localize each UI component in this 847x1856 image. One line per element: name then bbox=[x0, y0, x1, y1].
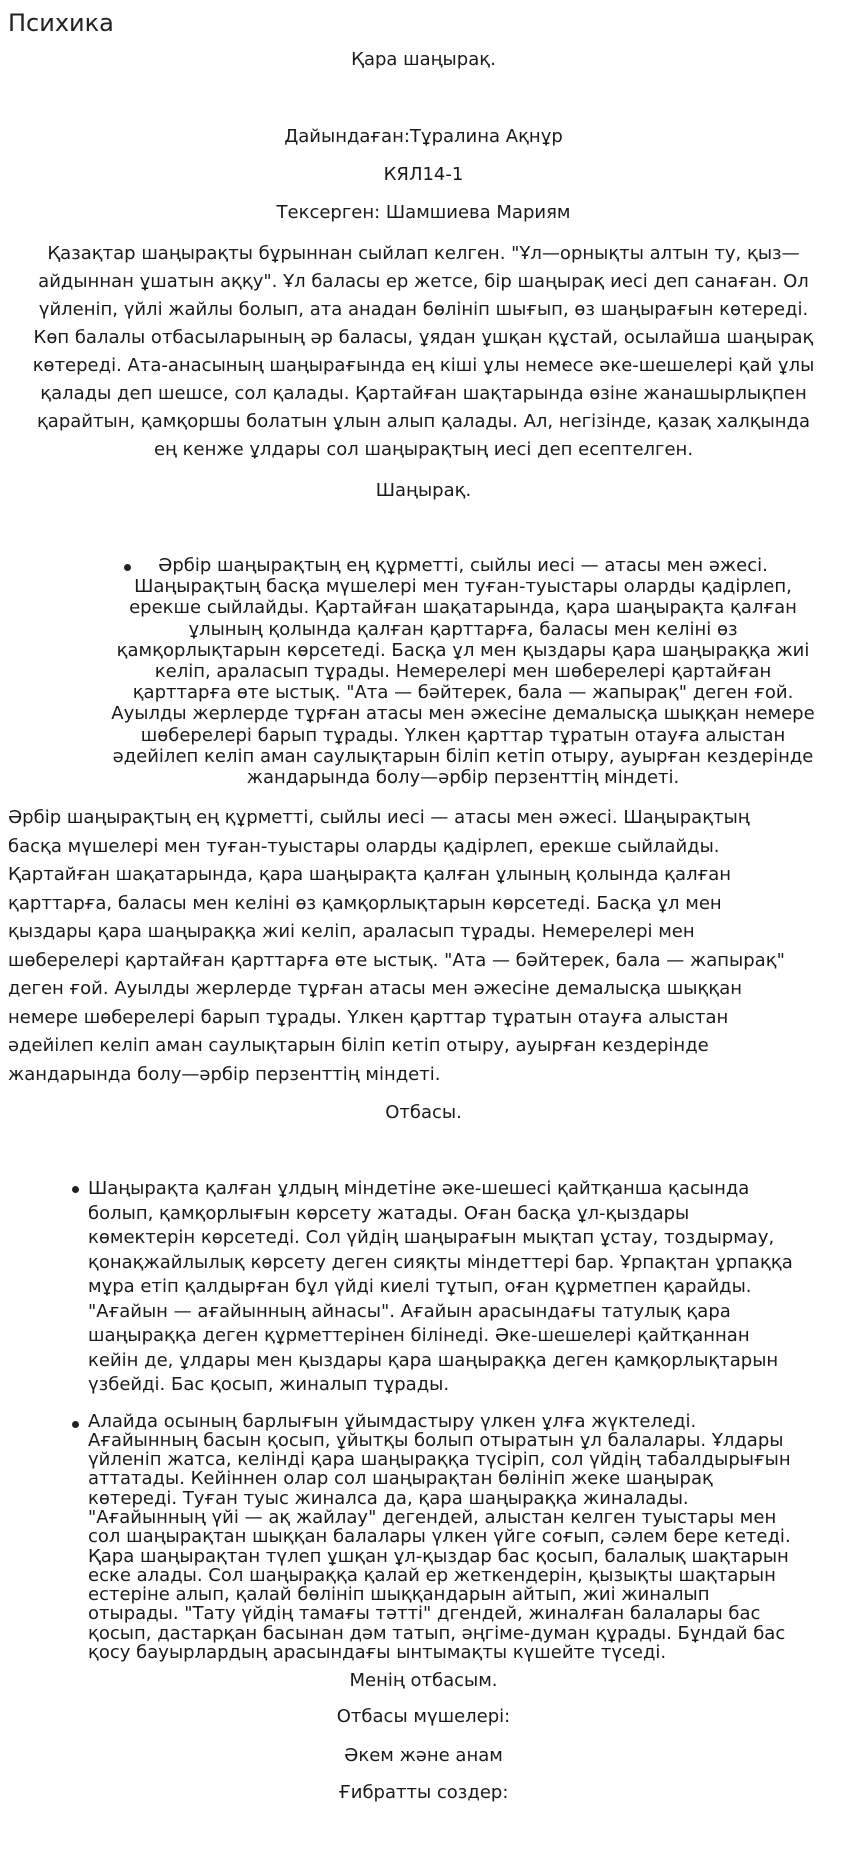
text-line: ұлының қолында қалған қарттарға, баласы мен келіні өз bbox=[188, 618, 738, 640]
text-line: Шаңырақтың басқа мүшелері мен туған-туыстары оларды қадірлеп, bbox=[134, 576, 792, 598]
section-heading-otbasy: Отбасы. bbox=[385, 1102, 462, 1123]
text-line: қарайтын, қамқоршы болатын ұлын алып қалады. Ал, негізінде, қазақ халқында bbox=[36, 411, 811, 432]
text-line: еске алады. Сол шаңыраққа қалай ер жеткендерін, қызықты шақтарын bbox=[88, 1564, 776, 1586]
page-title: Қара шаңырақ. bbox=[351, 49, 496, 70]
reviewer-line: Тексерген: Шамшиева Мариям bbox=[276, 202, 571, 223]
text-line: қарттарға, баласы мен келіні өз қамқорлықтарын көрсетеді. Басқа ұл мен bbox=[8, 892, 722, 914]
list-item bbox=[88, 1177, 838, 1398]
text-line: қосу бауырлардың арасындағы ынтымақты күшейте түседі. bbox=[88, 1642, 667, 1664]
text-line: "Ағайынның үйі — ақ жайлау" дегендей, алыстан келген туыстары мен bbox=[88, 1506, 777, 1528]
bullet-dot-icon bbox=[72, 1186, 79, 1193]
text-line: басқа мүшелері мен туған-туыстары оларды қадірлеп, ерекше сыйлайды. bbox=[8, 835, 720, 857]
text-line: Әрбір шаңырақтың ең құрметті, сыйлы иесі — атасы мен әжесі. bbox=[158, 555, 768, 576]
text-line: Қазақтар шаңырақты бұрыннан сыйлап келген. "Ұл—орнықты алтын ту, қыз— bbox=[47, 243, 800, 264]
text-line: қосып, дастарқан басынан дәм татып, әңгіме-думан құрады. Бұндай бас bbox=[88, 1622, 786, 1644]
text-line: шөберелері барып тұрады. Үлкен қарттар тұратын отауға алыстан bbox=[140, 724, 786, 746]
text-line: Шаңырақта қалған ұлдың міндетіне әке-шешесі қайтқанша қасында bbox=[88, 1178, 750, 1199]
text-line: Әрбір шаңырақтың ең құрметті, сыйлы иесі — атасы мен әжесі. Шаңырақтың bbox=[8, 807, 750, 828]
text-line: отырады. "Тату үйдің тамағы тәтті" дгендей, жиналған балалары бас bbox=[88, 1603, 761, 1625]
bullet-dot-icon bbox=[124, 564, 131, 571]
text-line: қамқорлықтарын көрсетеді. Басқа ұл мен қыздары қара шаңыраққа жиі bbox=[116, 639, 810, 661]
text-line: шөберелері қартайған қарттарға өте ыстық. "Ата — бәйтерек, бала — жапырақ" bbox=[8, 949, 785, 971]
text-line: кейін де, ұлдары мен қыздары қара шаңыраққа деген қамқорлықтарын bbox=[88, 1349, 779, 1371]
text-line: әдейілеп келіп аман саулықтарын біліп кетіп отыру, ауырған кездерінде bbox=[112, 745, 814, 767]
bullet-dot-icon bbox=[72, 1421, 79, 1428]
my-family-heading: Менің отбасым. bbox=[349, 1670, 498, 1691]
text-line: үйленіп жатса, келінді қара шаңыраққа түсіріп, сол үйдің табалдырығын bbox=[88, 1449, 791, 1471]
text-line: Қара шаңырақтан түлеп ұшқан ұл-қыздар бас қосып, балалық шақтарын bbox=[88, 1545, 789, 1567]
list-item bbox=[88, 1412, 838, 1663]
text-line: жандарында болу—әрбір перзенттің міндеті. bbox=[8, 1063, 441, 1085]
group-line: КЯЛ14-1 bbox=[383, 164, 464, 185]
parents-line: Әкем және анам bbox=[344, 1745, 503, 1766]
text-line: Ағайынның басын қосып, ұйытқы болып отыратын ұл балалары. Ұлдары bbox=[88, 1429, 784, 1451]
site-title[interactable]: Психика bbox=[8, 9, 114, 37]
text-line: шаңыраққа деген құрметтерінен білінеді. Әке-шешелері қайтқаннан bbox=[88, 1325, 750, 1346]
text-line: қарттарға өте ыстық. "Ата — бәйтерек, бала — жапырақ" деген ғой. bbox=[132, 682, 794, 704]
quotes-label: Ғибратты создер: bbox=[338, 1782, 509, 1803]
text-line: немере шөберелері барып тұрады. Үлкен қарттар тұратын отауға алыстан bbox=[8, 1006, 729, 1028]
text-line: естеріне алып, қалай бөлініп шыққандарын айтып, жиі жиналып bbox=[88, 1584, 710, 1606]
text-line: қыздары қара шаңыраққа жиі келіп, араласып тұрады. Немерелері мен bbox=[8, 921, 695, 942]
text-line: Көп балалы отбасыларының әр баласы, ұядан ұшқан құстай, осылайша шаңырақ bbox=[33, 327, 814, 348]
text-line: үйленіп, үйлі жайлы болып, ата анадан бөлініп шығып, өз шаңырағын көтереді. bbox=[38, 299, 809, 320]
bullet-list-otbasy bbox=[88, 1177, 838, 1662]
text-line: әдейілеп келіп аман саулықтарын біліп кетіп отыру, ауырған кездерінде bbox=[8, 1035, 709, 1056]
bullet-text bbox=[88, 555, 838, 788]
text-line: ерекше сыйлайды. Қартайған шақатарында, қара шаңырақта қалған bbox=[129, 597, 797, 619]
text-line: үзбейді. Бас қосып, жиналып тұрады. bbox=[88, 1374, 450, 1395]
bullet-text bbox=[88, 1177, 838, 1398]
text-line: Қартайған шақатарында, қара шаңырақта қалған ұлының қолында қалған bbox=[8, 864, 732, 885]
text-line: Алайда осының барлығын ұйымдастыру үлкен ұлға жүктеледі. bbox=[88, 1410, 697, 1432]
text-line: мұра етіп қалдырған бұл үйді киелі тұтып, оған құрметпен қарайды. bbox=[88, 1276, 752, 1297]
text-line: ең кенже ұлдары сол шаңырақтың иесі деп есептелген. bbox=[153, 439, 694, 460]
list-item bbox=[88, 555, 838, 788]
bullet-text bbox=[88, 1412, 838, 1663]
text-line: көтереді. Туған туыс жиналса да, қара шаңыраққа жиналады. bbox=[88, 1487, 689, 1509]
text-line: жандарында болу—әрбір перзенттің міндеті. bbox=[246, 767, 680, 789]
text-line: айдыннан ұшатын аққу". Ұл баласы ер жетсе, бір шаңырақ иесі деп санаған. Ол bbox=[38, 271, 809, 292]
text-line: келіп, араласып тұрады. Немерелері мен шөберелері қартайған bbox=[154, 661, 772, 683]
author-line: Дайындаған:Тұралина Ақнұр bbox=[284, 126, 563, 147]
text-line: аттатады. Кейіннен олар сол шаңырақтан бөлініп жеке шаңырақ bbox=[88, 1468, 713, 1490]
text-line: қалады деп шешсе, сол қалады. Қартайған шақтарында өзіне жанашырлықпен bbox=[40, 383, 807, 404]
text-line: болып, қамқорлығын көрсету жатады. Оған басқа ұл-қыздары bbox=[88, 1202, 690, 1224]
text-line: көтереді. Ата-анасының шаңырағында ең кіші ұлы немесе әке-шешелері қай ұлы bbox=[32, 355, 815, 376]
text-line: деген ғой. Ауылды жерлерде тұрған атасы мен әжесіне демалысқа шыққан bbox=[8, 978, 742, 999]
intro-paragraph bbox=[0, 240, 847, 464]
text-line: "Ағайын — ағайынның айнасы". Ағайын арасындағы татулық қара bbox=[88, 1300, 731, 1322]
shanyrak-paragraph bbox=[8, 804, 838, 1089]
text-line: Ауылды жерлерде тұрған атасы мен әжесіне демалысқа шыққан немере bbox=[111, 703, 815, 725]
text-line: қонақжайлылық көрсету деген сияқты міндеттері бар. Ұрпақтан ұрпаққа bbox=[88, 1251, 793, 1273]
family-members-label: Отбасы мүшелері: bbox=[336, 1706, 511, 1727]
bullet-list-shanyrak bbox=[88, 555, 838, 788]
section-heading-shanyrak: Шаңырақ. bbox=[375, 480, 472, 501]
text-line: сол шаңырақтан шыққан балалары үлкен үйге соғып, сәлем бере кетеді. bbox=[88, 1526, 791, 1548]
text-line: көмектерін көрсетеді. Сол үйдің шаңырағын мықтап ұстау, тоздырмау, bbox=[88, 1227, 775, 1248]
